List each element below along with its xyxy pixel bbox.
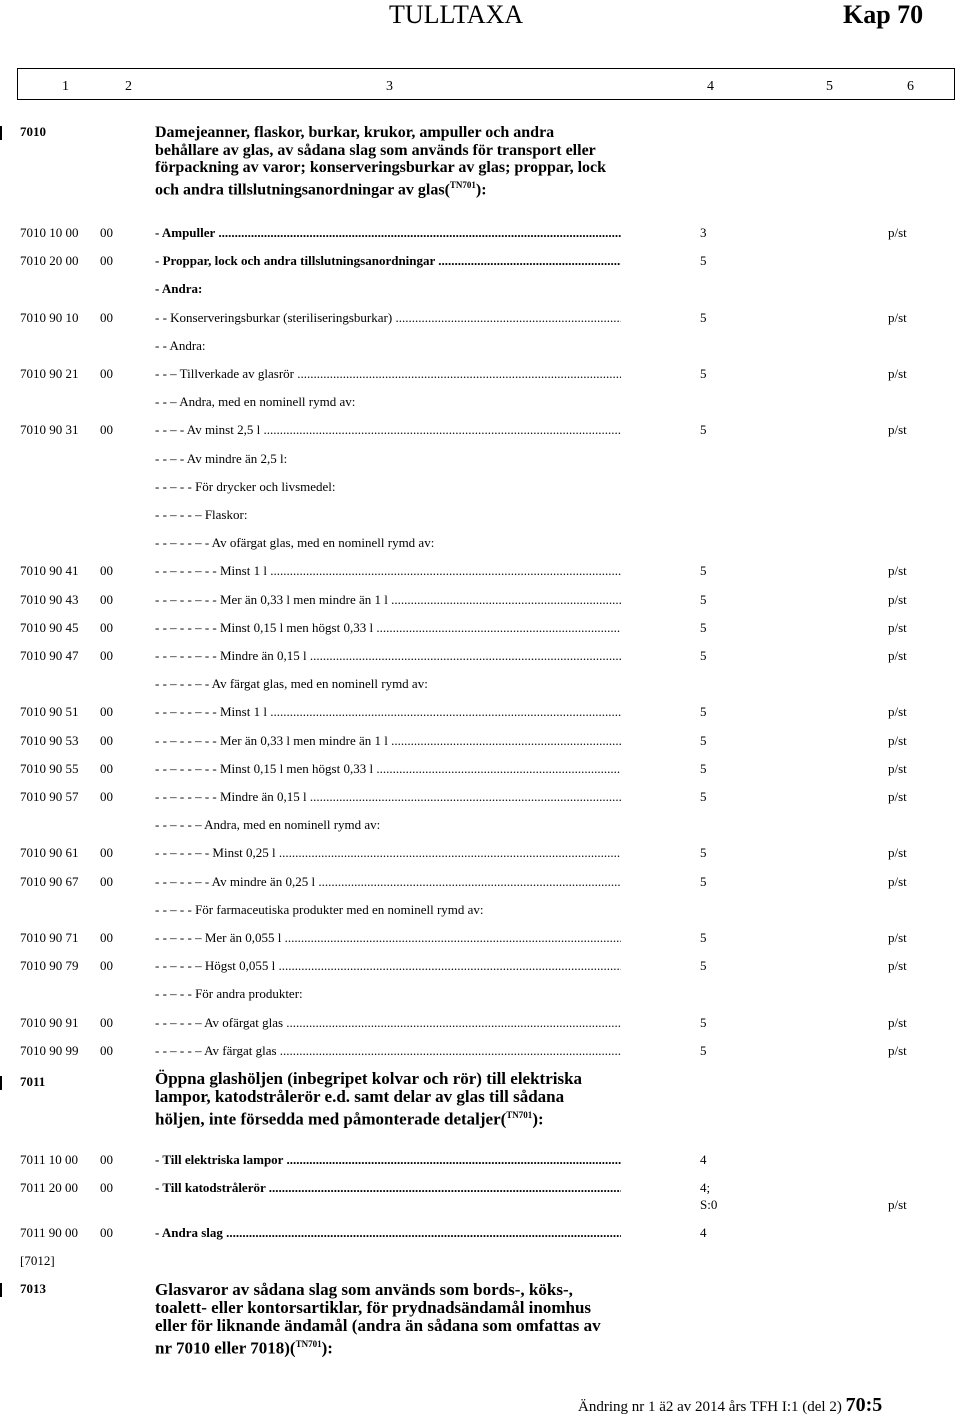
description: - - – Andra, med en nominell rymd av: bbox=[155, 394, 356, 410]
duty-rate: 5 bbox=[700, 930, 707, 945]
tariff-row bbox=[0, 1253, 960, 1271]
tariff-row bbox=[0, 789, 960, 807]
description: - - – - - – Mer än 0,055 l ..... bbox=[155, 930, 621, 946]
tariff-row bbox=[0, 902, 960, 920]
duty-rate: 5 bbox=[700, 422, 707, 438]
duty-rate: 5 bbox=[700, 704, 707, 720]
duty-rate: 5 bbox=[700, 845, 707, 861]
description: - - – Tillverkade av glasrör ..... bbox=[155, 366, 621, 382]
duty-rate: 5 bbox=[700, 563, 707, 579]
tariff-code: 7010 90 99 bbox=[20, 1042, 79, 1058]
tariff-row bbox=[0, 704, 960, 722]
sub-code: 00 bbox=[100, 1042, 113, 1058]
description: - - – - - – - - Minst 1 l ..... bbox=[155, 563, 621, 579]
description: - - – - Av mindre än 2,5 l: bbox=[155, 450, 288, 466]
tariff-row bbox=[0, 310, 960, 328]
description: - - – - - – - - Minst 0,15 l men högst 0,33 l ..... bbox=[155, 761, 621, 777]
duty-rate: 5 bbox=[700, 760, 707, 776]
tariff-row bbox=[0, 648, 960, 666]
change-bar bbox=[0, 126, 2, 140]
tariff-code: 7010 90 55 bbox=[20, 760, 79, 776]
duty-rate: 5 bbox=[700, 1042, 707, 1058]
unit: p/st bbox=[888, 563, 907, 579]
tariff-code: [7012] bbox=[20, 1253, 55, 1268]
tariff-code: 7010 90 31 bbox=[20, 422, 79, 438]
unit: p/st bbox=[888, 422, 907, 438]
sub-code: 00 bbox=[100, 845, 113, 861]
tariff-row bbox=[0, 535, 960, 553]
description: - - – - - – - - Minst 0,15 l men högst 0,33 l ..... bbox=[155, 620, 621, 636]
column-number-1: 1 bbox=[62, 79, 69, 94]
unit: p/st bbox=[888, 619, 907, 635]
sub-code: 00 bbox=[100, 563, 113, 579]
sub-code: 00 bbox=[100, 253, 113, 269]
tariff-code: 7010 90 79 bbox=[20, 958, 79, 974]
tariff-row bbox=[0, 676, 960, 694]
tariff-row bbox=[0, 479, 960, 497]
tariff-row bbox=[0, 817, 960, 835]
tariff-row bbox=[0, 874, 960, 892]
duty-rate: 5 bbox=[700, 789, 707, 804]
unit: p/st bbox=[888, 1042, 907, 1058]
page-number: 70:5 bbox=[845, 1394, 883, 1416]
heading-text: Damejeanner, flaskor, burkar, krukor, ampuller och andra behållare av glas, av sådana slag som används för transport eller förpackning av varor; konserveringsburkar av glas; proppar, lock och andra tillslutningsanordningar av glas($^{TN701}$): bbox=[155, 124, 607, 198]
unit: p/st bbox=[888, 760, 907, 776]
tariff-row bbox=[0, 733, 960, 751]
sub-code: 00 bbox=[100, 1014, 113, 1030]
tariff-row bbox=[0, 1180, 960, 1198]
tariff-row bbox=[0, 1152, 960, 1170]
description: - - – - Av minst 2,5 l ..... bbox=[155, 422, 621, 438]
unit: p/st bbox=[888, 789, 907, 804]
tariff-row bbox=[0, 1043, 960, 1061]
description: - - Konserveringsburkar (steriliseringsburkar) ..... bbox=[155, 310, 621, 326]
unit: p/st bbox=[888, 225, 907, 240]
tariff-code: 7011 90 00 bbox=[20, 1225, 79, 1240]
tariff-row bbox=[0, 563, 960, 581]
description: - - – - - För drycker och livsmedel: bbox=[155, 478, 336, 494]
tariff-row bbox=[0, 986, 960, 1004]
tariff-code: 7010 90 51 bbox=[20, 704, 79, 720]
sub-code: 00 bbox=[100, 704, 113, 720]
description: - Andra: bbox=[155, 281, 203, 297]
sub-code: 00 bbox=[100, 1152, 113, 1167]
unit: p/st bbox=[888, 591, 907, 607]
sub-code: 00 bbox=[100, 1225, 113, 1240]
heading-code: 7011 bbox=[20, 1074, 46, 1089]
column-number-6: 6 bbox=[907, 79, 914, 94]
duty-rate: 3 bbox=[700, 225, 707, 240]
heading-text: Öppna glashöljen (inbegripet kolvar och rör) till elektriska lampor, katodstrålerör e.d. samt delar av glas till sådana höljen, inte försedda med påmonterade detaljer($^{TN701}$): bbox=[155, 1069, 583, 1129]
description: - Till elektriska lampor ..... bbox=[155, 1152, 621, 1168]
description: - Proppar, lock och andra tillslutningsanordningar ..... bbox=[155, 253, 621, 269]
change-bar bbox=[0, 1283, 2, 1297]
sub-code: 00 bbox=[100, 958, 113, 974]
duty-rate: 5 bbox=[700, 648, 707, 663]
tariff-row bbox=[0, 761, 960, 779]
unit: p/st bbox=[888, 930, 907, 945]
tariff-row bbox=[0, 845, 960, 863]
tariff-row bbox=[0, 394, 960, 412]
sub-code: 00 bbox=[100, 225, 113, 240]
tariff-code: 7010 10 00 bbox=[20, 225, 79, 240]
tariff-row bbox=[0, 1015, 960, 1033]
column-number-2: 2 bbox=[125, 79, 132, 94]
duty-rate: 5 bbox=[700, 732, 707, 748]
description: - - – - - – - Av ofärgat glas, med en nominell rymd av: bbox=[155, 535, 435, 551]
tariff-row bbox=[0, 620, 960, 638]
tariff-row bbox=[0, 1197, 960, 1215]
tariff-row bbox=[0, 366, 960, 384]
heading-code: 7013 bbox=[20, 1281, 46, 1296]
unit: p/st bbox=[888, 873, 907, 889]
tariff-row bbox=[0, 930, 960, 948]
duty-rate: 5 bbox=[700, 873, 707, 889]
change-bar bbox=[0, 1076, 2, 1090]
duty-rate: 5 bbox=[700, 958, 707, 974]
description: - - – - - – - Minst 0,25 l ..... bbox=[155, 845, 621, 861]
tariff-row bbox=[0, 422, 960, 440]
unit: p/st bbox=[888, 845, 907, 861]
tariff-code: 7010 90 45 bbox=[20, 619, 79, 635]
duty-rate: 4 bbox=[700, 1152, 707, 1167]
page-footer bbox=[578, 1394, 882, 1417]
description: - - – - - – Av ofärgat glas ..... bbox=[155, 1015, 621, 1031]
header-title: TULLTAXA bbox=[389, 0, 524, 29]
sub-code: 00 bbox=[100, 789, 113, 804]
sub-code: 00 bbox=[100, 591, 113, 607]
sub-code: 00 bbox=[100, 930, 113, 945]
footer-text: Ändring nr 1 ä2 av 2014 års TFH I:1 (del 2) bbox=[578, 1399, 842, 1415]
description: - - Andra: bbox=[155, 337, 206, 353]
column-header-box bbox=[17, 68, 955, 100]
tariff-code: 7010 90 21 bbox=[20, 366, 79, 381]
heading-text: Glasvaror av sådana slag som används som bords-, köks-, toalett- eller kontorsartiklar, för prydnadsändamål inomhus eller för liknande ändamål (andra än sådana som omfattas av nr 7010 eller 7018)($^{TN701}$): bbox=[155, 1280, 601, 1358]
description: - - – - - – - Av färgat glas, med en nominell rymd av: bbox=[155, 676, 428, 692]
duty-rate: 5 bbox=[700, 366, 707, 381]
tariff-code: 7010 90 67 bbox=[20, 873, 79, 889]
duty-rate: 5 bbox=[700, 253, 707, 269]
tariff-code: 7010 90 41 bbox=[20, 563, 79, 579]
description: - - – - - – - - Minst 1 l ..... bbox=[155, 704, 621, 720]
duty-rate: 5 bbox=[700, 591, 707, 607]
tariff-code: 7010 90 43 bbox=[20, 591, 79, 607]
tariff-code: 7010 90 10 bbox=[20, 309, 79, 325]
description: - - – - - – - - Mindre än 0,15 l ..... bbox=[155, 789, 621, 805]
duty-rate: S:0 bbox=[700, 1197, 718, 1212]
tariff-code: 7010 90 71 bbox=[20, 930, 79, 945]
sub-code: 00 bbox=[100, 873, 113, 889]
description: - - – - - – Av färgat glas ..... bbox=[155, 1043, 621, 1059]
tariff-row bbox=[0, 958, 960, 976]
duty-rate: 4 bbox=[700, 1225, 707, 1240]
sub-code: 00 bbox=[100, 309, 113, 325]
sub-code: 00 bbox=[100, 1180, 113, 1195]
description: - - – - - – Flaskor: bbox=[155, 507, 248, 522]
unit: p/st bbox=[888, 1197, 907, 1212]
description: - - – - - För andra produkter: bbox=[155, 986, 303, 1002]
tariff-code: 7010 90 53 bbox=[20, 732, 79, 748]
description: - - – - - – Andra, med en nominell rymd av: bbox=[155, 817, 381, 833]
chapter-label: Kap 70 bbox=[843, 0, 924, 29]
tariff-code: 7011 10 00 bbox=[20, 1152, 79, 1167]
tariff-code: 7010 90 57 bbox=[20, 789, 79, 804]
column-number-3: 3 bbox=[386, 79, 393, 94]
sub-code: 00 bbox=[100, 732, 113, 748]
unit: p/st bbox=[888, 1014, 907, 1030]
tariff-row bbox=[0, 281, 960, 299]
tariff-row bbox=[0, 253, 960, 271]
unit: p/st bbox=[888, 732, 907, 748]
tariff-code: 7010 90 91 bbox=[20, 1014, 79, 1030]
unit: p/st bbox=[888, 704, 907, 720]
unit: p/st bbox=[888, 648, 907, 663]
unit: p/st bbox=[888, 309, 907, 325]
tariff-row bbox=[0, 592, 960, 610]
tariff-row bbox=[0, 225, 960, 243]
tariff-row bbox=[0, 507, 960, 525]
tariff-code: 7010 90 61 bbox=[20, 845, 79, 861]
description: - - – - - – - - Mer än 0,33 l men mindre än 1 l ..... bbox=[155, 733, 621, 749]
tariff-row bbox=[0, 451, 960, 469]
duty-rate: 5 bbox=[700, 309, 707, 325]
sub-code: 00 bbox=[100, 619, 113, 635]
description: - - – - - – - Av mindre än 0,25 l ..... bbox=[155, 874, 621, 890]
unit: p/st bbox=[888, 958, 907, 974]
description: - Till katodstrålerör ..... bbox=[155, 1180, 621, 1196]
duty-rate: 4; bbox=[700, 1180, 711, 1195]
tariff-code: 7011 20 00 bbox=[20, 1180, 79, 1195]
heading-code: 7010 bbox=[20, 124, 46, 139]
sub-code: 00 bbox=[100, 760, 113, 776]
sub-code: 00 bbox=[100, 648, 113, 663]
description: - - – - - För farmaceutiska produkter med en nominell rymd av: bbox=[155, 901, 484, 917]
description: - - – - - – - - Mer än 0,33 l men mindre än 1 l ..... bbox=[155, 592, 621, 608]
tariff-row bbox=[0, 338, 960, 356]
description: - - – - - – Högst 0,055 l ..... bbox=[155, 958, 621, 974]
description: - Ampuller ..... bbox=[155, 225, 621, 241]
sub-code: 00 bbox=[100, 366, 113, 381]
tariff-code: 7010 20 00 bbox=[20, 253, 79, 269]
tariff-code: 7010 90 47 bbox=[20, 648, 79, 663]
sub-code: 00 bbox=[100, 422, 113, 438]
duty-rate: 5 bbox=[700, 1014, 707, 1030]
column-number-5: 5 bbox=[826, 79, 833, 94]
description: - Andra slag ..... bbox=[155, 1225, 621, 1241]
column-number-4: 4 bbox=[707, 79, 714, 94]
unit: p/st bbox=[888, 366, 907, 381]
duty-rate: 5 bbox=[700, 619, 707, 635]
description: - - – - - – - - Mindre än 0,15 l ..... bbox=[155, 648, 621, 664]
tariff-row bbox=[0, 1225, 960, 1243]
